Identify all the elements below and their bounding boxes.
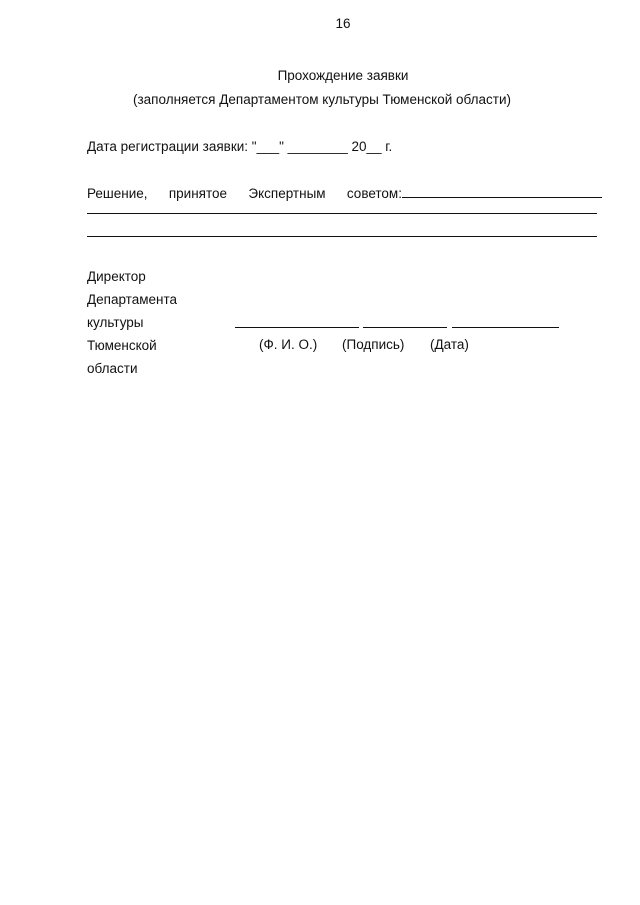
- decision-word-4-with-blank: [347, 184, 602, 201]
- registration-quote-close: ": [279, 139, 288, 154]
- signature-line[interactable]: [363, 327, 447, 328]
- form-subtitle: (заполняется Департаментом культуры Тюменской области): [132, 92, 512, 107]
- registration-day-blank[interactable]: ___: [256, 139, 280, 154]
- signature-caption: (Подпись): [342, 337, 405, 352]
- decision-word-2: принятое: [168, 186, 228, 201]
- registration-year-prefix: 20: [347, 139, 367, 154]
- decision-word-3: Экспертным: [248, 186, 326, 201]
- signer-line-4: Тюменской: [87, 338, 157, 353]
- registration-date-label: Дата регистрации заявки: ": [87, 139, 257, 154]
- signer-line-3: культуры: [87, 315, 144, 330]
- decision-line: [87, 184, 602, 201]
- registration-year-suffix: г.: [381, 139, 393, 154]
- form-title: Прохождение заявки: [277, 68, 409, 83]
- signer-line-5: области: [87, 361, 138, 376]
- date-signature-line[interactable]: [452, 327, 559, 328]
- decision-word-4: советом:: [346, 186, 402, 201]
- registration-year-blank[interactable]: __: [366, 139, 382, 154]
- registration-date-line: [87, 139, 392, 154]
- signer-line-1: Директор: [87, 269, 146, 284]
- decision-fill-line[interactable]: [402, 184, 602, 198]
- decision-continuation-line-2[interactable]: [87, 236, 597, 237]
- signer-line-2: Департамента: [87, 292, 178, 307]
- decision-continuation-line-1[interactable]: [87, 213, 597, 214]
- fio-signature-line[interactable]: [235, 327, 359, 328]
- decision-word-1: Решение,: [87, 186, 148, 201]
- signer-block: [87, 265, 177, 380]
- page-number: 16: [335, 16, 351, 31]
- fio-caption: (Ф. И. О.): [259, 337, 318, 352]
- date-caption: (Дата): [430, 337, 469, 352]
- registration-month-blank[interactable]: ________: [287, 139, 348, 154]
